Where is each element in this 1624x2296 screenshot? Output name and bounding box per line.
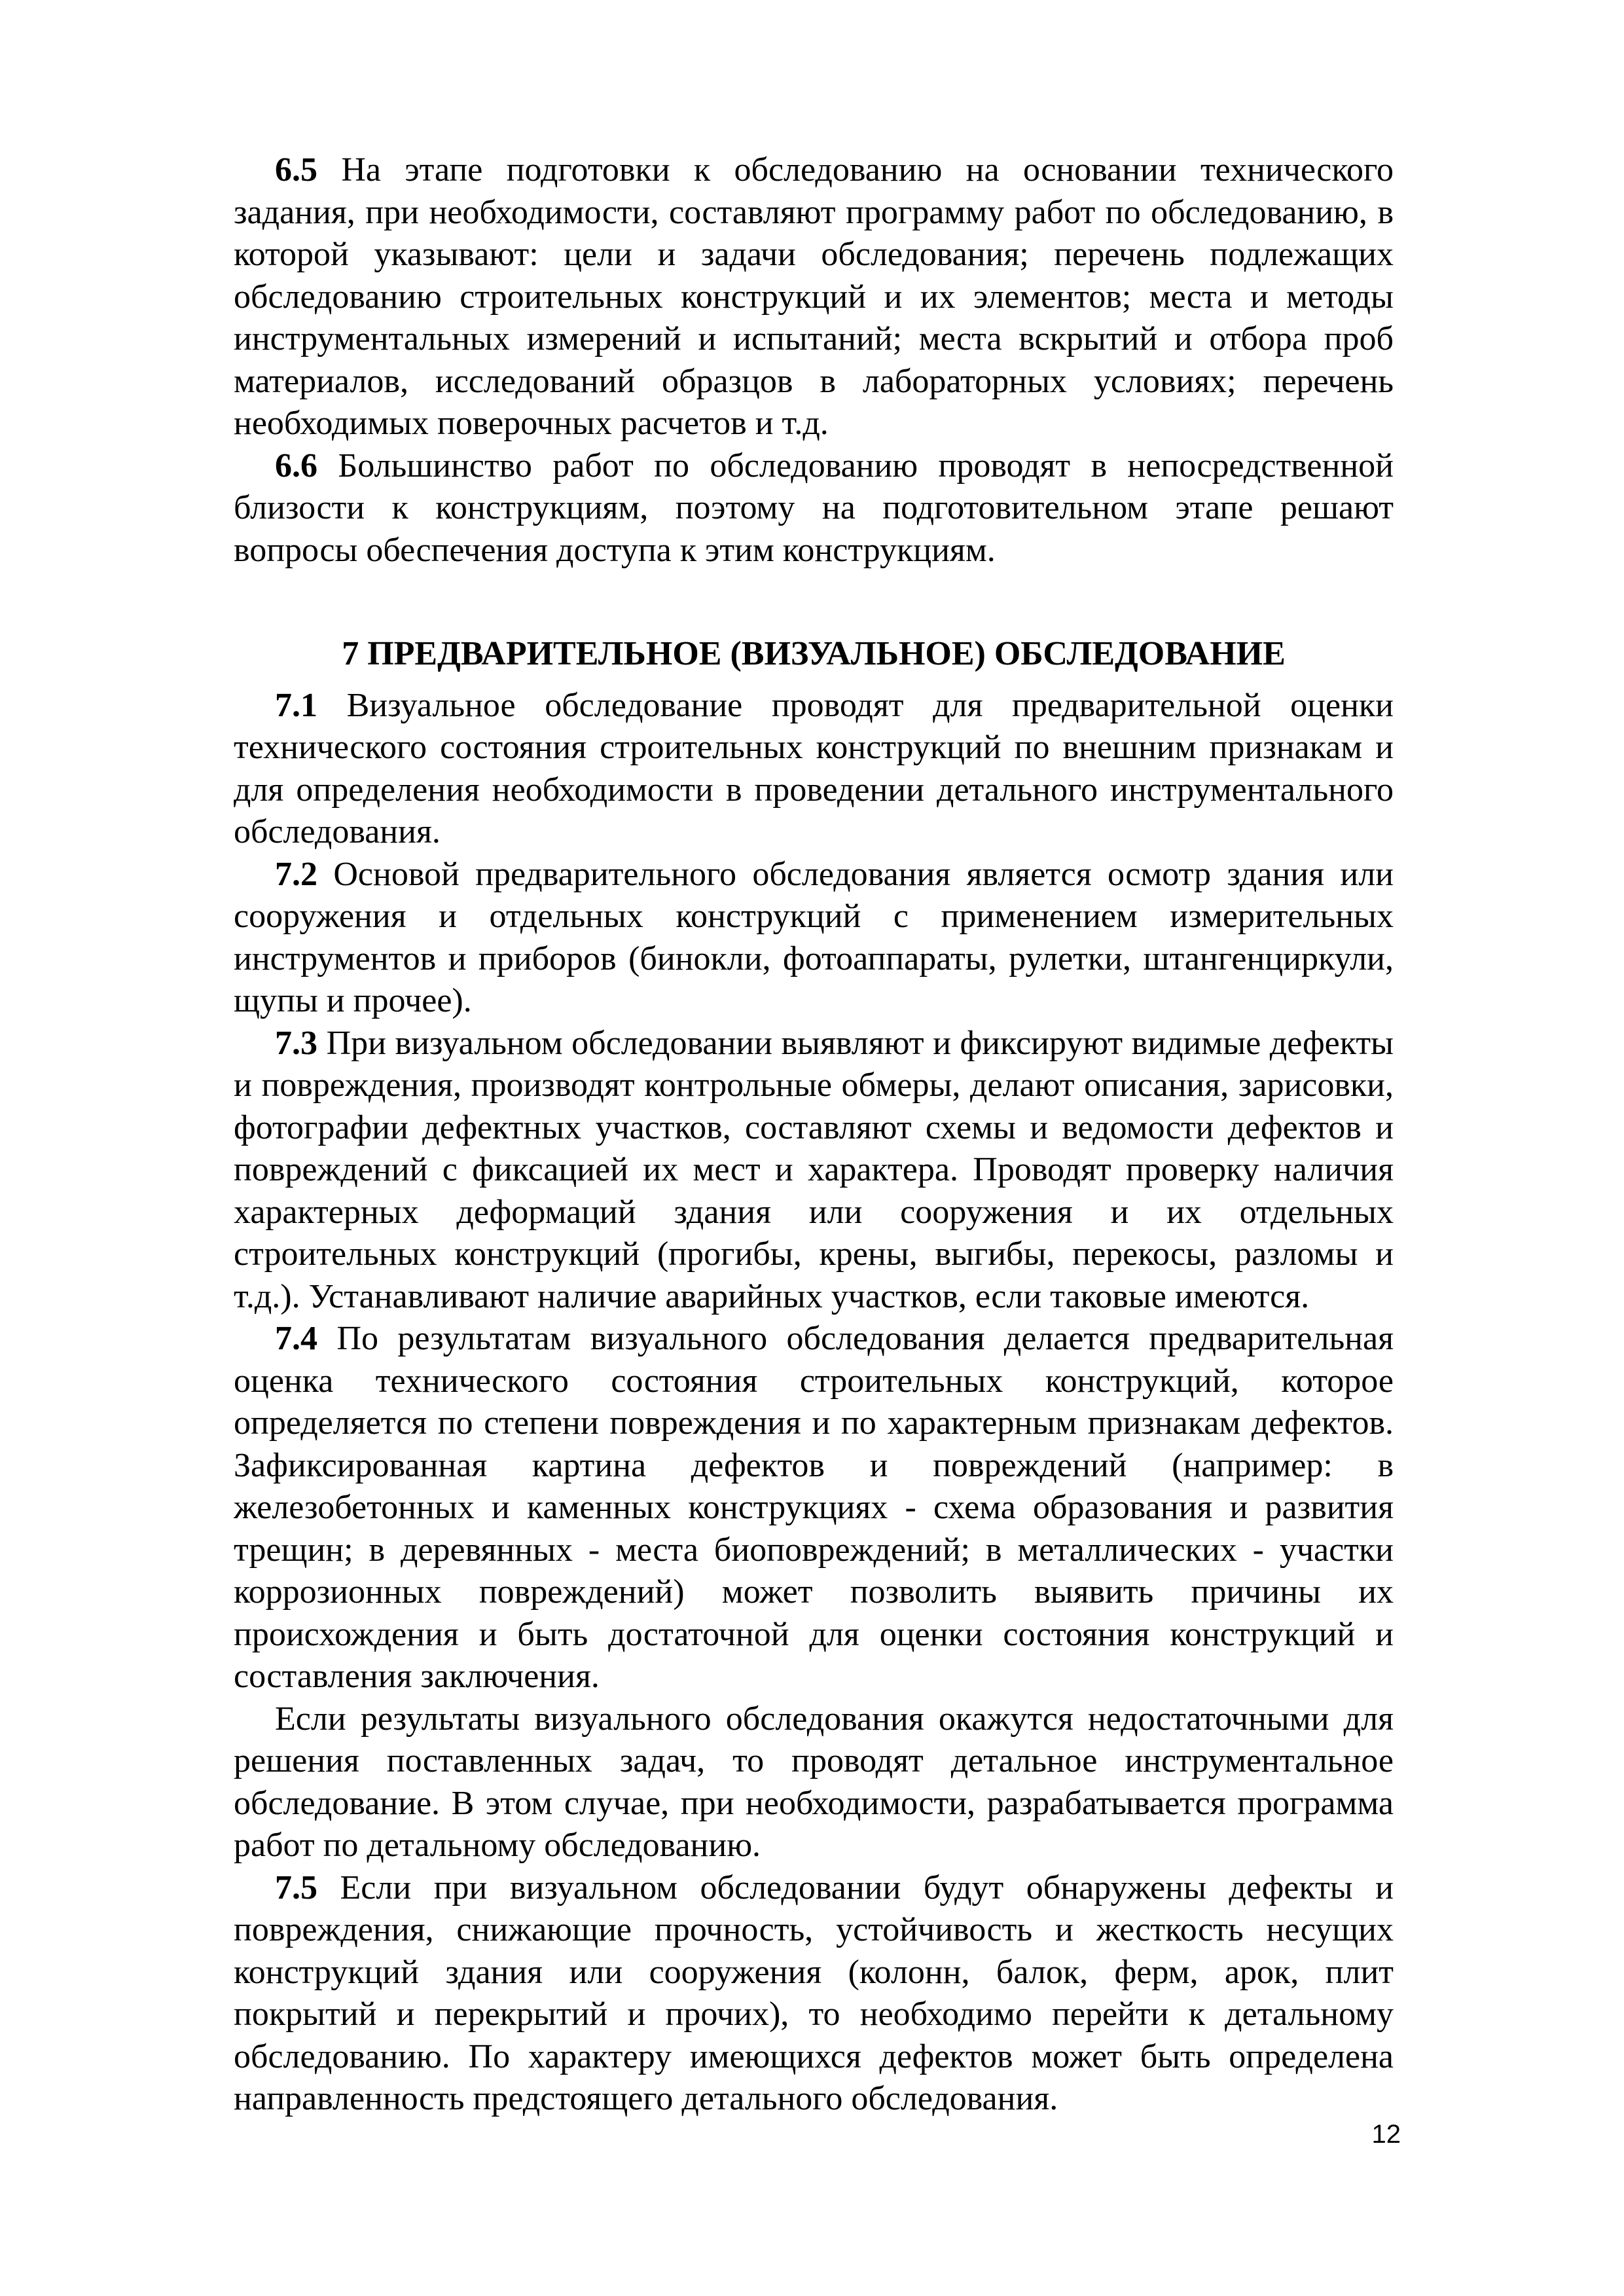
paragraph-7-1 bbox=[234, 685, 1394, 854]
paragraph-number: 7.5 bbox=[275, 1868, 317, 1906]
paragraph-number: 6.6 bbox=[275, 446, 317, 484]
paragraph-text: При визуальном обследовании выявляют и фиксируют видимые дефекты и повреждения, производят контрольные обмеры, делают описания, зарисовки, фотографии дефектных участков, составляют схемы и ведомости дефектов и повреждений с фиксацией их мест и характера. Проводят проверку наличия характерных деформаций здания или сооружения и их отдельных строительных конструкций (прогибы, крены, выгибы, перекосы, разломы и т.д.). Устанавливают наличие аварийных участков, если таковые имеются. bbox=[234, 1024, 1394, 1315]
paragraph-number: 7.1 bbox=[275, 686, 317, 724]
paragraph-6-6 bbox=[234, 445, 1394, 572]
paragraph-text: Если при визуальном обследовании будут обнаружены дефекты и повреждения, снижающие прочность, устойчивость и жесткость несущих конструкций здания или сооружения (колонн, балок, ферм, арок, плит покрытий и перекрытий и прочих), то необходимо перейти к детальному обследованию. По характеру имеющихся дефектов может быть определена направленность предстоящего детального обследования. bbox=[234, 1868, 1394, 2117]
paragraph-text: На этапе подготовки к обследованию на основании технического задания, при необходимости, составляют программу работ по обследованию, в которой указывают: цели и задачи обследования; перечень подлежащих обследованию строительных конструкций и их элементов; места и методы инструментальных измерений и испытаний; места вскрытий и отбора проб материалов, исследований образцов в лабораторных условиях; перечень необходимых поверочных расчетов и т.д. bbox=[234, 151, 1394, 442]
paragraph-7-4 bbox=[234, 1318, 1394, 1698]
paragraph-6-5 bbox=[234, 149, 1394, 445]
paragraph-7-5 bbox=[234, 1867, 1394, 2121]
paragraph-7-4-continuation bbox=[234, 1698, 1394, 1867]
paragraph-text: Большинство работ по обследованию проводят в непосредственной близости к конструкциям, поэтому на подготовительном этапе решают вопросы обеспечения доступа к этим конструкциям. bbox=[234, 446, 1394, 569]
paragraph-number: 7.4 bbox=[275, 1320, 317, 1357]
paragraph-number: 7.3 bbox=[275, 1024, 317, 1062]
document-page bbox=[234, 149, 1394, 2179]
paragraph-7-2 bbox=[234, 854, 1394, 1023]
paragraph-text: Основой предварительного обследования является осмотр здания или сооружения и отдельных конструкций с применением измерительных инструментов и приборов (бинокли, фотоаппараты, рулетки, штангенциркули, щупы и прочее). bbox=[234, 855, 1394, 1019]
paragraph-number: 7.2 bbox=[275, 855, 317, 893]
paragraph-text: По результатам визуального обследования делается предварительная оценка технического состояния строительных конструкций, которое определяется по степени повреждения и по характерным признакам дефектов. Зафиксированная картина дефектов и повреждений (например: в железобетонных и каменных конструкциях - схема образования и развития трещин; в деревянных - места биоповреждений; в металлических - участки коррозионных повреждений) может позволить выявить причины их происхождения и быть достаточной для оценки состояния конструкций и составления заключения. bbox=[234, 1320, 1394, 1695]
section-heading: 7 ПРЕДВАРИТЕЛЬНОЕ (ВИЗУАЛЬНОЕ) ОБСЛЕДОВАНИЕ bbox=[342, 635, 1286, 672]
page-number: 12 bbox=[1371, 2120, 1401, 2149]
paragraph-number: 6.5 bbox=[275, 151, 317, 189]
paragraph-text: Визуальное обследование проводят для предварительной оценки технического состояния строительных конструкций по внешним признакам и для определения необходимости в проведении детального инструментального обследования. bbox=[234, 686, 1394, 850]
paragraph-text: Если результаты визуального обследования окажутся недостаточными для решения поставленных задач, то проводят детальное инструментальное обследование. В этом случае, при необходимости, разрабатывается программа работ по детальному обследованию. bbox=[234, 1700, 1394, 1864]
paragraph-7-3 bbox=[234, 1023, 1394, 1319]
